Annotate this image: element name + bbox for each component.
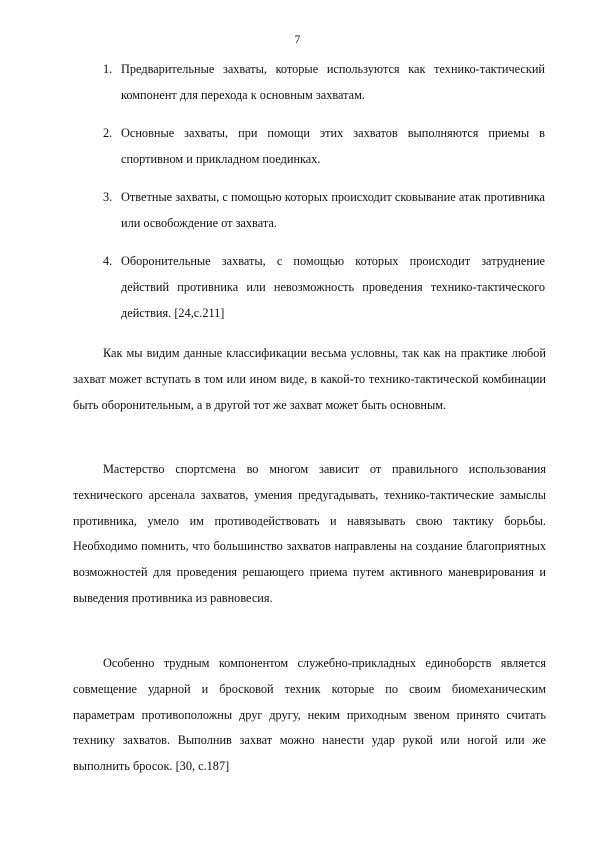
classification-list (103, 56, 545, 338)
page-number: 7 (294, 34, 301, 46)
list-item (103, 56, 545, 108)
list-item-text: Оборонительные захваты, с помощью которых происходит затруднение действий противника или невозможность проведения технико-тактического действия. [24,с.211] (121, 254, 545, 320)
list-item-number: 3. (103, 190, 113, 204)
body-paragraph: Мастерство спортсмена во многом зависит от правильного использования технического арсенала захватов, умения предугадывать, технико-тактические замыслы противника, умело им противодействовать и навязывать свою тактику борьбы. Необходимо помнить, что большинство захватов направлены на создание благоприятных возможностей для проведения решающего приема путем активного маневрирования и выведения противника из равновесия. (73, 462, 546, 605)
list-item-number: 2. (103, 126, 113, 140)
body-paragraph: Как мы видим данные классификации весьма условны, так как на практике любой захват может вступать в том или ином виде, в какой-то технико-тактической комбинации быть оборонительным, а в другой тот же захват может быть основным. (73, 346, 546, 412)
list-item (103, 184, 545, 236)
list-item (103, 120, 545, 172)
list-item-number: 1. (103, 62, 113, 76)
body-paragraph: Особенно трудным компонентом служебно-прикладных единоборств является совмещение ударной и бросковой техник которые по своим биомеханическим параметрам противоположны друг другу, неким приходным звеном принято считать технику захватов. Выполнив захват можно нанести удар рукой или ногой или же выполнить бросок. [30, с.187] (73, 656, 546, 774)
list-item-text: Предварительные захваты, которые используются как технико-тактический компонент для перехода к основным захватам. (121, 62, 545, 102)
list-item (103, 248, 545, 326)
list-item-text: Основные захваты, при помощи этих захватов выполняются приемы в спортивном и прикладном поединках. (121, 126, 545, 166)
list-item-number: 4. (103, 254, 113, 268)
list-item-text: Ответные захваты, с помощью которых происходит сковывание атак противника или освобождение от захвата. (121, 190, 545, 230)
